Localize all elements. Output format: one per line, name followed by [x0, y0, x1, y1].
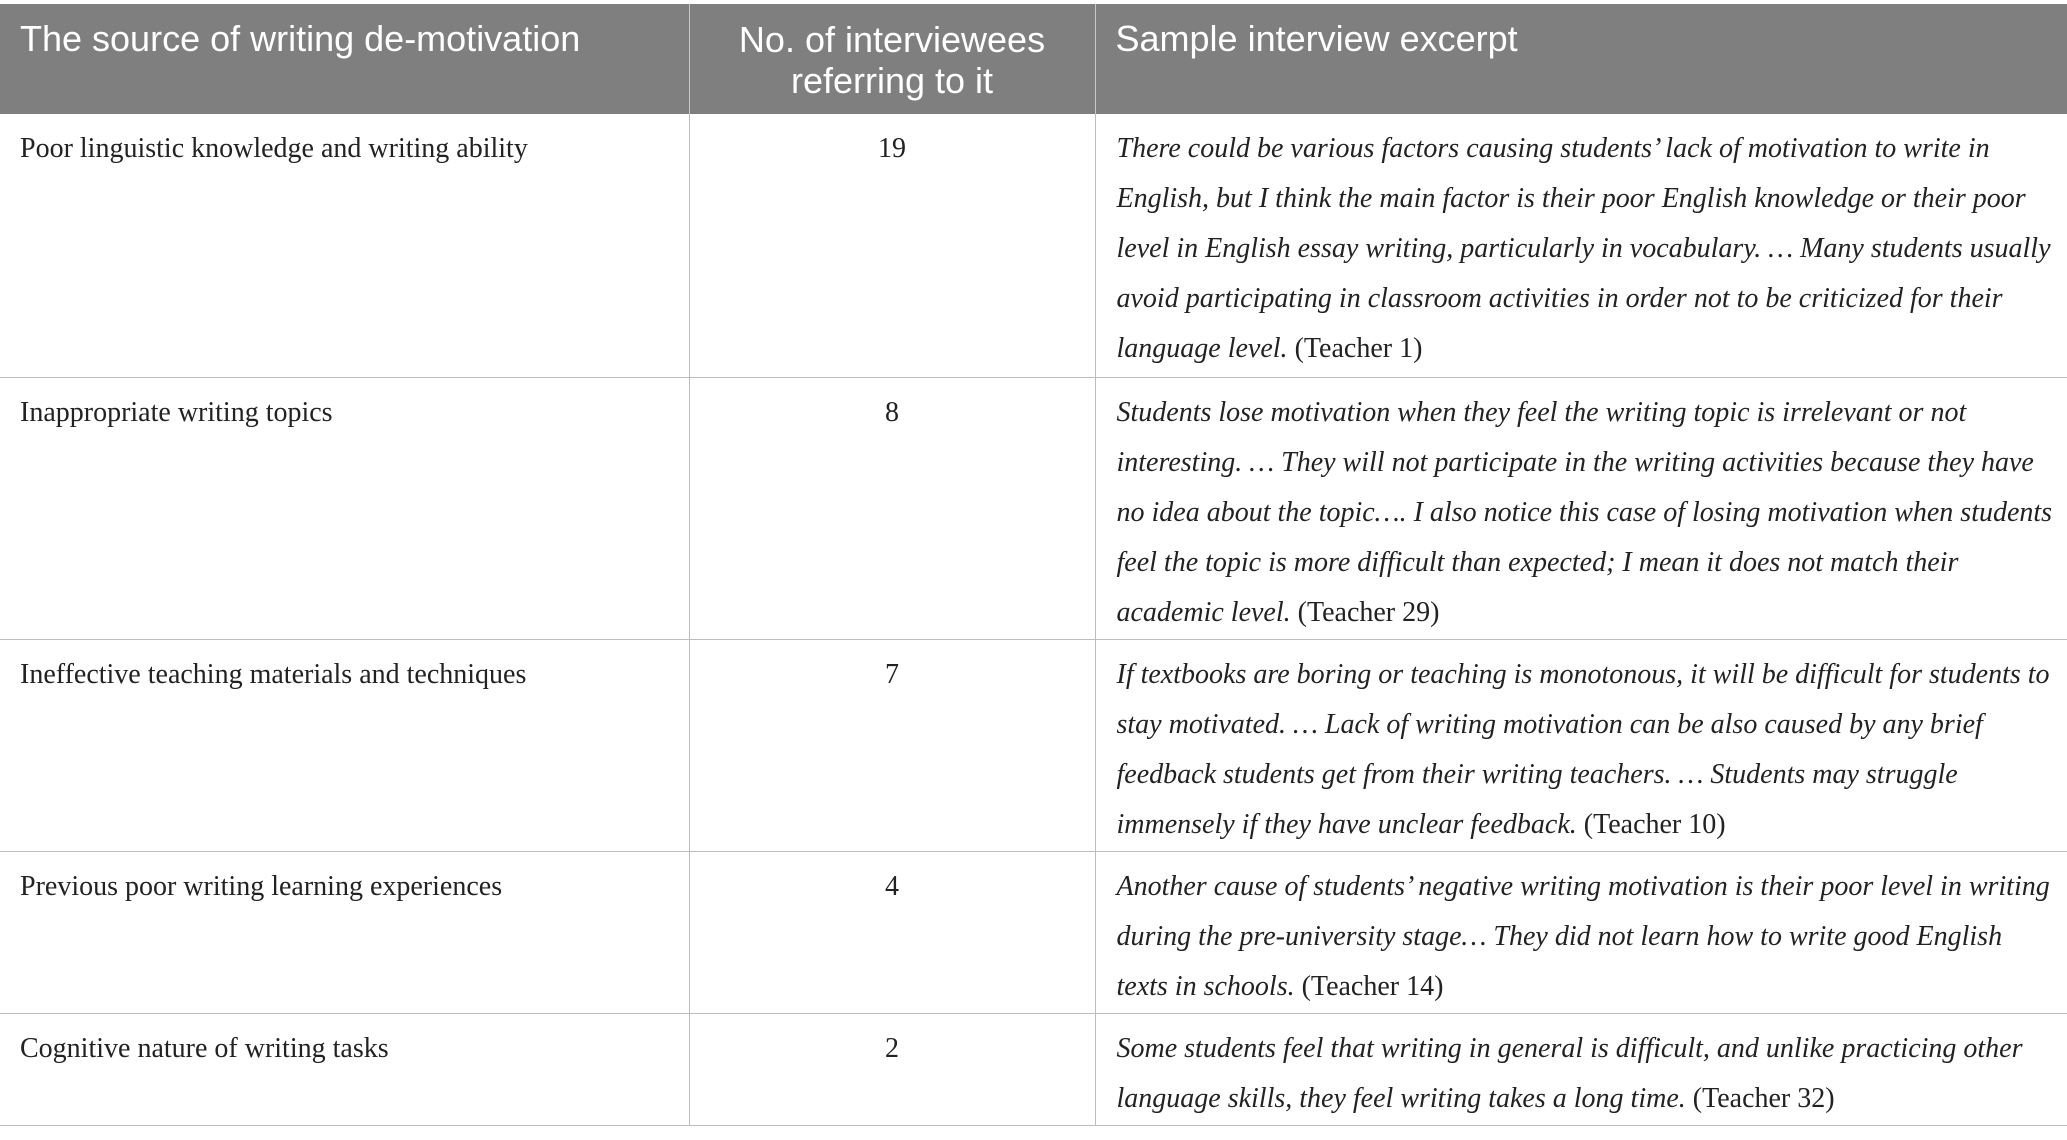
count-cell: 2 — [689, 1013, 1095, 1125]
count-cell: 19 — [689, 114, 1095, 377]
excerpt-attribution: (Teacher 32) — [1685, 1082, 1835, 1114]
excerpt-attribution: (Teacher 14) — [1294, 970, 1444, 1002]
excerpt-attribution: (Teacher 1) — [1287, 333, 1423, 364]
source-cell: Inappropriate writing topics — [0, 377, 689, 639]
demotivation-sources-table — [0, 4, 2067, 1126]
excerpt-quote: Another cause of students’ negative writing motivation is their poor level in writing during the pre-university stage… They did not learn how to write good English texts in schools. — [1116, 870, 2050, 1002]
excerpt-quote: There could be various factors causing students’ lack of motivation to write in English, but I think the main factor is their poor English knowledge or their poor level in English essay writing, particularly in vocabulary. … Many students usually avoid participating in classroom activities in order not to be criticized for their language level. — [1116, 133, 2051, 364]
source-cell: Ineffective teaching materials and techniques — [0, 639, 689, 851]
table-row — [0, 851, 2067, 1013]
excerpt-quote: Students lose motivation when they feel the writing topic is irrelevant or not interesting. … They will not participate in the writing activities because they have no idea about the topic…. I also notice this case of losing motivation when students feel the topic is more difficult than expected; I mean it does not match their academic level. — [1116, 396, 2053, 628]
excerpt-quote: Some students feel that writing in general is difficult, and unlike practicing other language skills, they feel writing takes a long time. — [1116, 1032, 2023, 1114]
source-cell: Cognitive nature of writing tasks — [0, 1013, 689, 1125]
excerpt-cell — [1095, 639, 2067, 851]
table-header — [0, 4, 2067, 114]
excerpt-quote: If textbooks are boring or teaching is monotonous, it will be difficult for students to stay motivated. … Lack of writing motivation can be also caused by any brief feedback students get from their writing teachers. … Students may struggle immensely if they have unclear feedback. — [1116, 658, 2050, 840]
table-body — [0, 114, 2067, 1125]
count-cell: 4 — [689, 851, 1095, 1013]
header-count: No. of interviewees referring to it — [689, 4, 1095, 114]
table-row — [0, 114, 2067, 377]
table-row — [0, 639, 2067, 851]
excerpt-cell — [1095, 1013, 2067, 1125]
excerpt-cell — [1095, 851, 2067, 1013]
excerpt-cell — [1095, 377, 2067, 639]
excerpt-attribution: (Teacher 10) — [1576, 808, 1726, 840]
excerpt-attribution: (Teacher 29) — [1290, 596, 1440, 628]
excerpt-cell — [1095, 114, 2067, 377]
table-row — [0, 1013, 2067, 1125]
table-row — [0, 377, 2067, 639]
header-source: The source of writing de-motivation — [0, 4, 689, 114]
header-row — [0, 4, 2067, 114]
header-excerpt: Sample interview excerpt — [1095, 4, 2067, 114]
count-cell: 7 — [689, 639, 1095, 851]
source-cell: Previous poor writing learning experiences — [0, 851, 689, 1013]
source-cell: Poor linguistic knowledge and writing ability — [0, 114, 689, 377]
count-cell: 8 — [689, 377, 1095, 639]
demotivation-table-container — [0, 4, 2067, 1126]
